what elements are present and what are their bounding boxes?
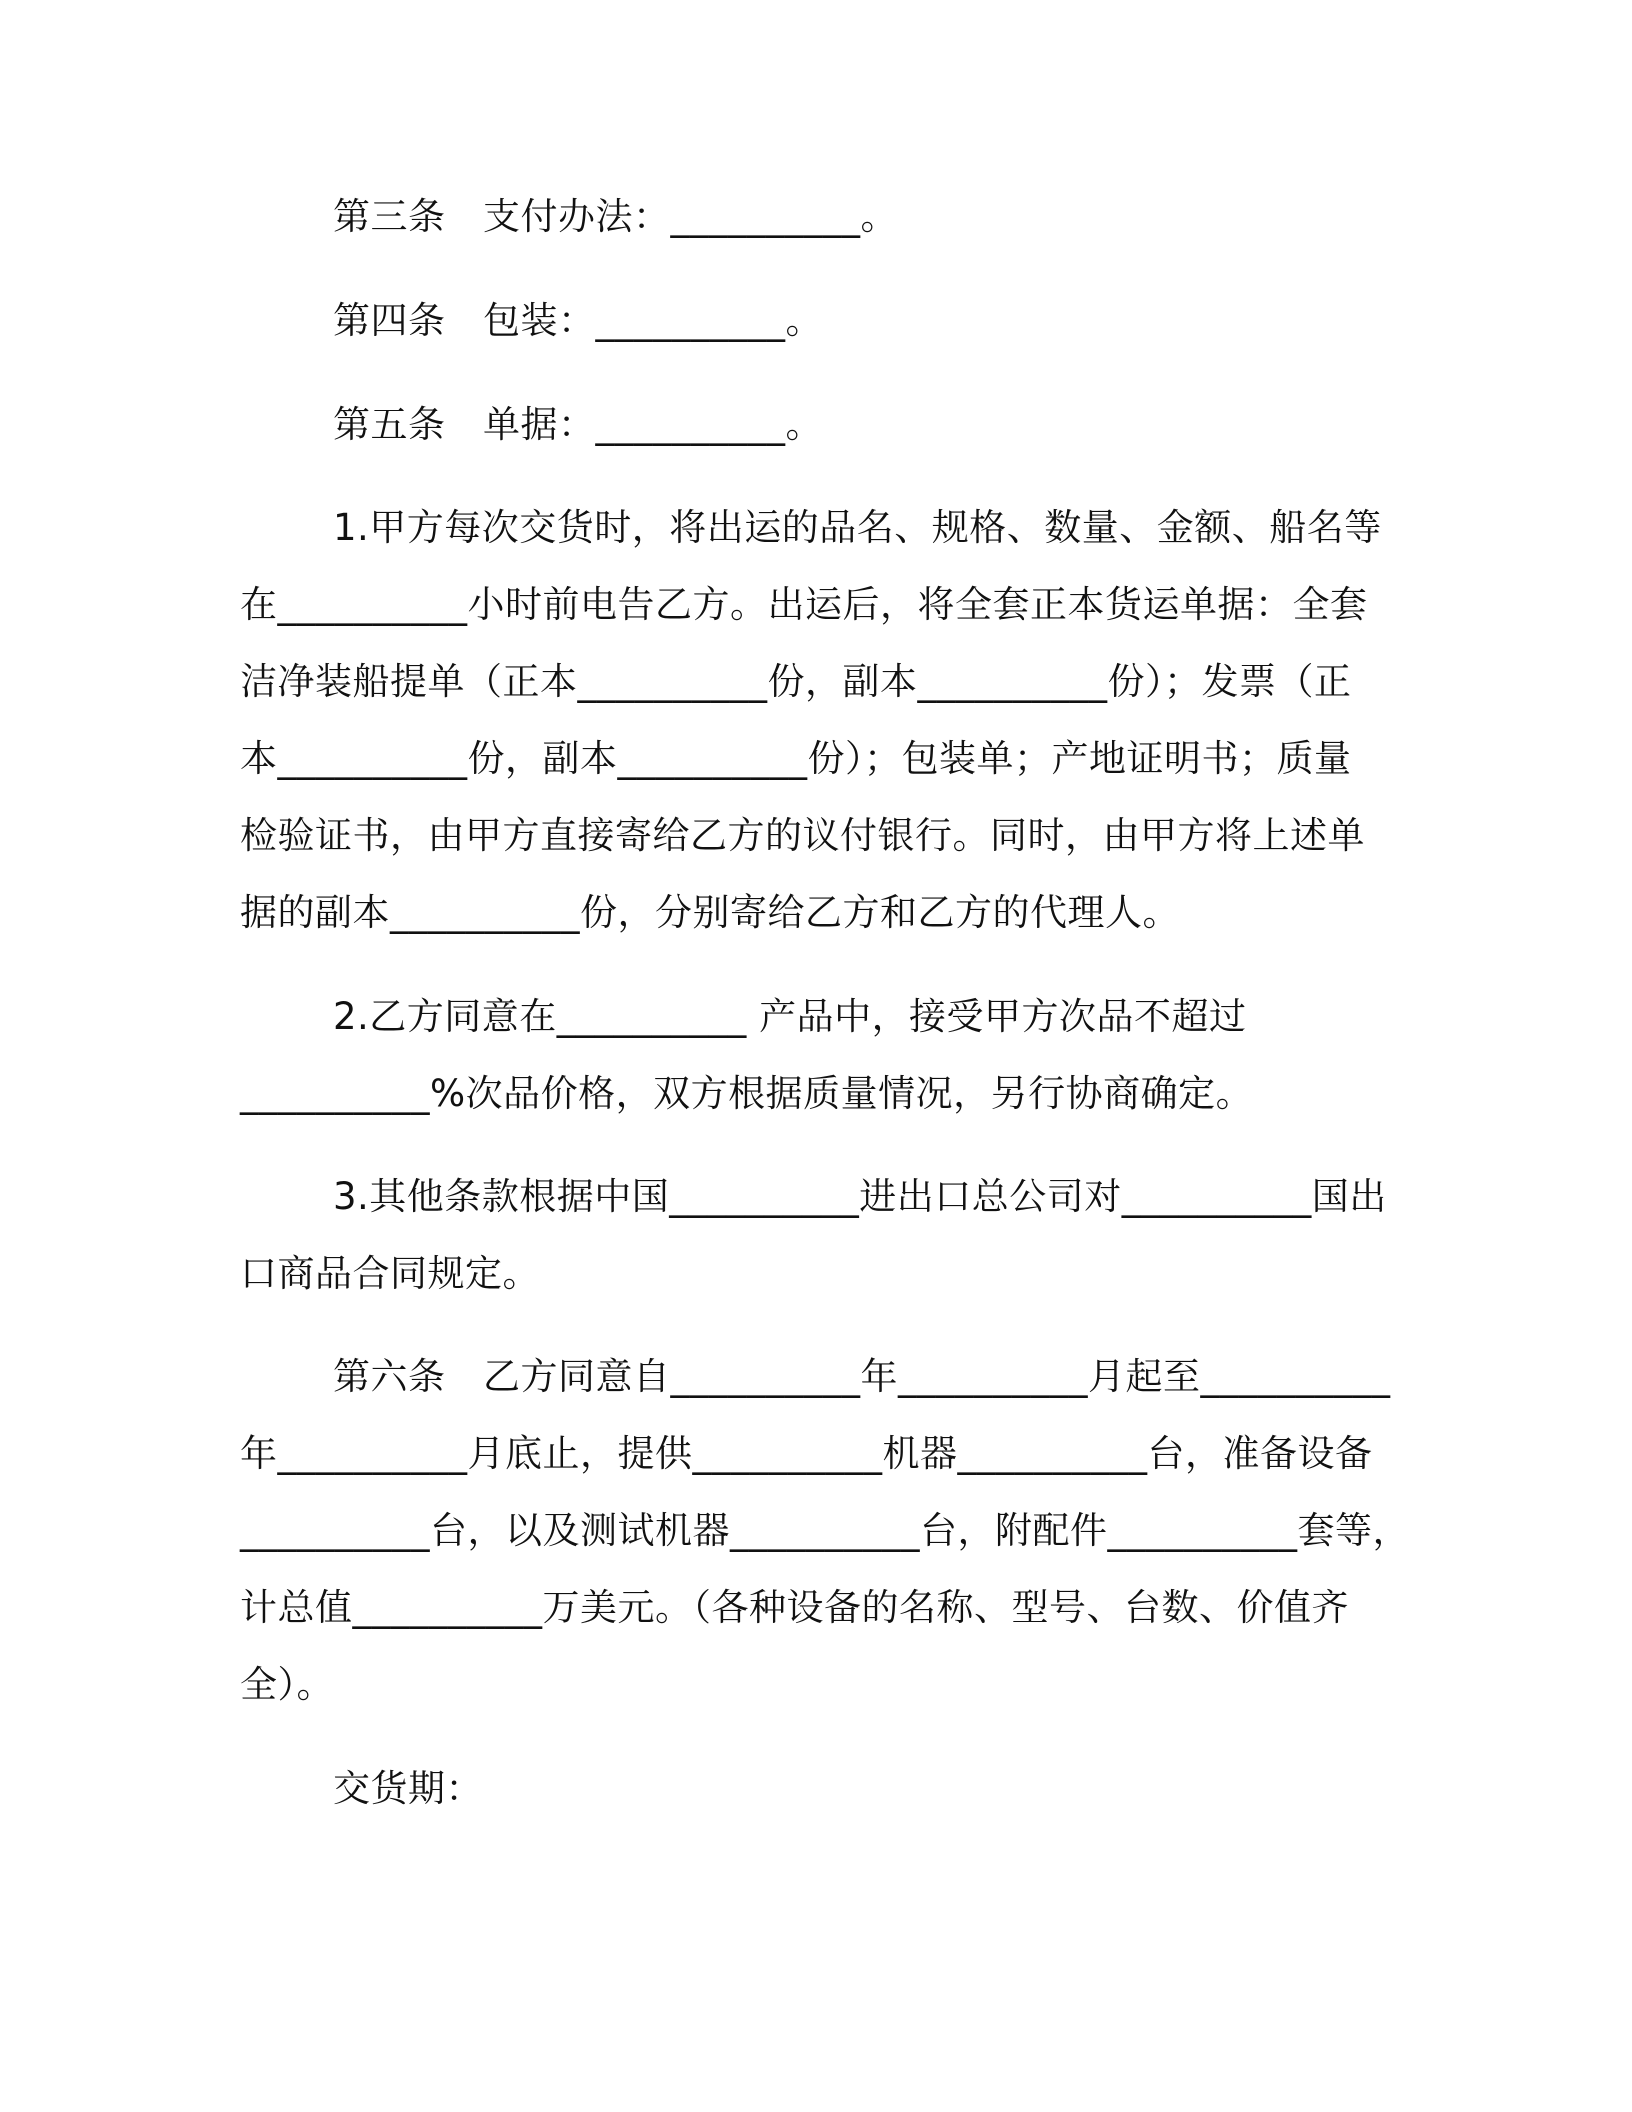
paragraph-line: 本__________份，副本__________份）；包装单；产地证明书；质量: [240, 737, 1352, 780]
article-3-payment: 第三条 支付办法：__________。: [333, 195, 898, 238]
paragraph-line: 2.乙方同意在__________ 产品中，接受甲方次品不超过: [333, 995, 1247, 1038]
paragraph-line: __________台，以及测试机器__________台，附配件__________套等，: [240, 1509, 1410, 1552]
paragraph-line: 口商品合同规定。: [240, 1252, 540, 1295]
paragraph-line: 年__________月底止，提供__________机器__________台，准备设备: [240, 1432, 1373, 1475]
article-4-packing: 第四条 包装：__________。: [333, 299, 823, 342]
paragraph-line: 计总值__________万美元。（各种设备的名称、型号、台数、价值齐: [240, 1586, 1349, 1629]
paragraph-line: 全）。: [240, 1663, 334, 1706]
paragraph-line: 据的副本__________份，分别寄给乙方和乙方的代理人。: [240, 891, 1180, 934]
paragraph-line: 3.其他条款根据中国__________进出口总公司对__________国出: [333, 1175, 1387, 1218]
article-6-line: 第六条 乙方同意自__________年__________月起至__________: [333, 1355, 1391, 1398]
delivery-period-label: 交货期：: [333, 1767, 483, 1810]
paragraph-line: 1.甲方每次交货时，将出运的品名、规格、数量、金额、船名等: [333, 506, 1382, 549]
paragraph-line: 检验证书，由甲方直接寄给乙方的议付银行。同时，由甲方将上述单: [240, 814, 1365, 857]
article-5-documents: 第五条 单据：__________。: [333, 403, 823, 446]
paragraph-line: __________%次品价格，双方根据质量情况，另行协商确定。: [240, 1072, 1254, 1115]
paragraph-line: 在__________小时前电告乙方。出运后，将全套正本货运单据：全套: [240, 583, 1368, 626]
paragraph-line: 洁净装船提单（正本__________份，副本__________份）；发票（正: [240, 660, 1352, 703]
